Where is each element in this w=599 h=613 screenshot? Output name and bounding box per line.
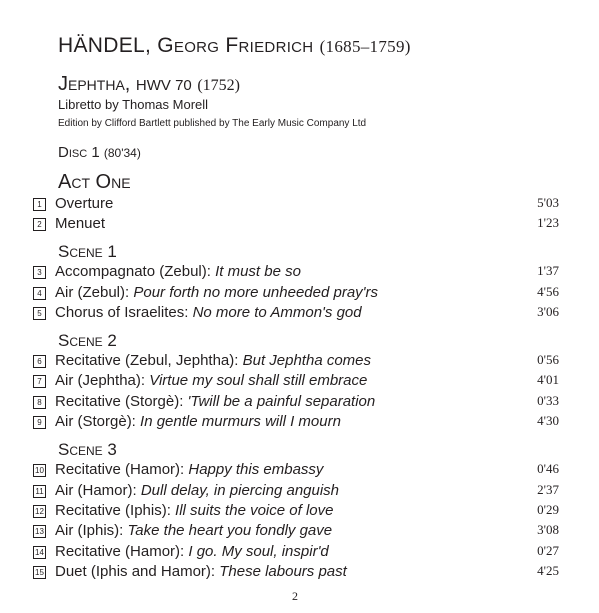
track-label: Duet (Iphis and Hamor): <box>55 563 220 580</box>
track-title <box>55 372 367 389</box>
track-number-box: 12 <box>33 505 46 518</box>
track-incipit: Take the heart you fondly gave <box>127 522 333 539</box>
track-duration: 0'29 <box>537 502 559 517</box>
track-row <box>33 502 559 522</box>
track-duration: 0'56 <box>537 352 559 367</box>
track-incipit: But Jephtha comes <box>242 352 372 369</box>
track-label: Recitative (Zebul, Jephtha): <box>55 352 243 369</box>
disc-duration: (80'34) <box>103 146 141 160</box>
track-title <box>55 304 362 321</box>
track-label: Recitative (Iphis): <box>55 502 176 519</box>
track-title <box>55 413 341 430</box>
work-name: Jephtha, <box>58 73 131 95</box>
track-incipit: I go. My soul, inspir'd <box>188 543 329 560</box>
track-duration: 1'23 <box>537 215 559 230</box>
act-heading: Act One <box>58 171 131 193</box>
work-year: (1752) <box>197 77 240 94</box>
track-row <box>33 263 559 283</box>
track-number-box: 10 <box>33 464 46 477</box>
track-number-box: 8 <box>33 396 46 409</box>
track-number-box: 15 <box>33 566 46 579</box>
track-label: Recitative (Hamor): <box>55 461 189 478</box>
track-number-box: 5 <box>33 307 46 320</box>
track-row <box>33 522 559 542</box>
scene-heading-3: Scene 3 <box>58 440 117 459</box>
track-label: Air (Iphis): <box>55 522 128 539</box>
track-title <box>55 482 339 499</box>
track-number-box: 7 <box>33 375 46 388</box>
track-incipit: Pour forth no more unheeded pray'rs <box>133 284 379 301</box>
track-title <box>55 263 301 280</box>
track-label: Air (Zebul): <box>55 284 134 301</box>
track-number-box: 1 <box>33 198 46 211</box>
track-duration: 4'01 <box>537 372 559 387</box>
scene-heading-2: Scene 2 <box>58 331 117 350</box>
track-incipit: Dull delay, in piercing anguish <box>140 482 340 499</box>
track-label: Air (Hamor): <box>55 482 141 499</box>
track-label: Accompagnato (Zebul): <box>55 263 216 280</box>
track-duration: 2'37 <box>537 482 559 497</box>
track-row <box>33 393 559 413</box>
track-incipit: In gentle murmurs will I mourn <box>140 413 341 430</box>
track-label: Overture <box>55 195 114 212</box>
track-number-box: 11 <box>33 485 46 498</box>
track-label: Chorus of Israelites: <box>55 304 193 321</box>
composer-heading <box>58 34 411 58</box>
scene-heading-1: Scene 1 <box>58 242 117 261</box>
track-label: Menuet <box>55 215 106 232</box>
track-duration: 3'06 <box>537 304 559 319</box>
track-duration: 0'33 <box>537 393 559 408</box>
track-title <box>55 522 332 539</box>
track-incipit: It must be so <box>215 263 301 280</box>
track-title <box>55 563 347 580</box>
track-title <box>55 195 113 212</box>
track-number-box: 2 <box>33 218 46 231</box>
composer-name: HÄNDEL, Georg Friedrich <box>58 34 314 57</box>
track-row <box>33 372 559 392</box>
track-row <box>33 284 559 304</box>
track-incipit: Virtue my soul shall still embrace <box>149 372 368 389</box>
track-duration: 3'08 <box>537 522 559 537</box>
libretto-credit: Libretto by Thomas Morell <box>58 97 209 112</box>
track-duration: 4'30 <box>537 413 559 428</box>
track-row <box>33 352 559 372</box>
track-title <box>55 543 329 560</box>
track-incipit: No more to Ammon's god <box>192 304 362 321</box>
track-title <box>55 284 378 301</box>
track-label: Recitative (Storgè): <box>55 393 188 410</box>
track-number-box: 6 <box>33 355 46 368</box>
track-row <box>33 461 559 481</box>
track-number-box: 9 <box>33 416 46 429</box>
track-row <box>33 195 559 215</box>
track-duration: 0'27 <box>537 543 559 558</box>
composer-dates: (1685–1759) <box>319 37 411 56</box>
track-number-box: 14 <box>33 546 46 559</box>
track-incipit: Happy this embassy <box>188 461 324 478</box>
edition-credit: Edition by Clifford Bartlett published by The Early Music Company Ltd <box>58 118 367 129</box>
catalogue-number: HWV 70 <box>135 77 192 94</box>
track-duration: 1'37 <box>537 263 559 278</box>
track-row <box>33 543 559 563</box>
track-row <box>33 215 559 235</box>
track-label: Recitative (Hamor): <box>55 543 189 560</box>
track-duration: 4'56 <box>537 284 559 299</box>
track-duration: 4'25 <box>537 563 559 578</box>
track-incipit: Ill suits the voice of love <box>175 502 334 519</box>
track-title <box>55 393 375 410</box>
track-duration: 5'03 <box>537 195 559 210</box>
track-row <box>33 482 559 502</box>
disc-number: Disc 1 <box>58 144 100 161</box>
track-title <box>55 215 105 232</box>
track-title <box>55 461 323 478</box>
track-incipit: 'Twill be a painful separation <box>187 393 376 410</box>
track-label: Air (Jephtha): <box>55 372 150 389</box>
track-duration: 0'46 <box>537 461 559 476</box>
track-title <box>55 352 371 369</box>
track-number-box: 4 <box>33 287 46 300</box>
track-incipit: These labours past <box>219 563 347 580</box>
track-row <box>33 413 559 433</box>
track-row <box>33 304 559 324</box>
work-title <box>58 73 240 96</box>
track-number-box: 13 <box>33 525 46 538</box>
track-number-box: 3 <box>33 266 46 279</box>
track-label: Air (Storgè): <box>55 413 141 430</box>
disc-label <box>58 144 141 161</box>
track-row <box>33 563 559 583</box>
page-number: 2 <box>292 589 298 603</box>
track-title <box>55 502 333 519</box>
